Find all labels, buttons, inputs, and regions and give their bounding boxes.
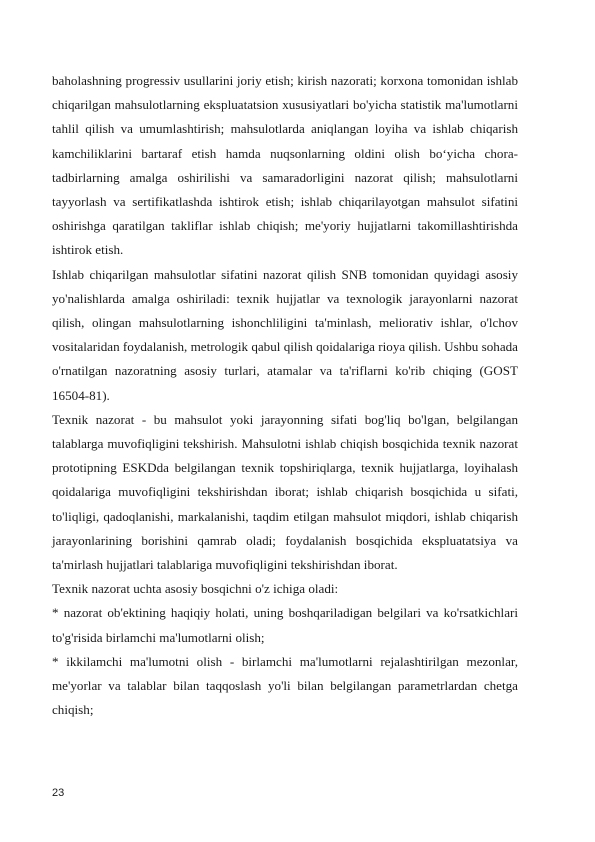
paragraph-quality-control-tasks: baholashning progressiv usullarini joriy etish; kirish nazorati; korxona tomonidan ishlab chiqarilgan mahsulotlarning ekspluatatsion xususiyatlari bo'yicha statistik ma'lumotlarni tahlil qilish va umumlashtirish; mahsulotlarda aniqlangan loyiha va ishlab chiqarish kamchiliklarini bartaraf etish hamda nuqsonlarning oldini olish bo‘yicha chora-tadbirlarning amalga oshirilishi va samaradorligini nazorat qilish; mahsulotlarni tayyorlash va sertifikatlashda ishtirok etish; ishlab chiqarilayotgan mahsulot sifatini oshirishga qaratilgan takliflar ishlab chiqish; me'yoriy hujjatlarni takomillashtirishda ishtirok etish. (52, 73, 518, 258)
paragraph-technical-control-definition: Texnik nazorat - bu mahsulot yoki jarayonning sifati bog'liq bo'lgan, belgilangan talablarga muvofiqligini tekshirish. Mahsulotni ishlab chiqish bosqichida texnik nazorat prototipning ESKDda belgilangan texnik topshiriqlarga, texnik hujjatlarga, loyihalash qoidalariga muvofiqligini tekshirishdan iborat; ishlab chiqarish bosqichida u sifati, to'liqligi, qadoqlanishi, markalanishi, taqdim etilgan mahsulot miqdori, ishlab chiqarish jarayonlarining borishini qamrab oladi; foydalanish bosqichida ekspluatatsiya va ta'mirlash hujjatlari talablariga muvofiqligini tekshirishdan iborat. (52, 411, 518, 573)
page-number: 23 (52, 787, 65, 799)
paragraph-snb-directions: Ishlab chiqarilgan mahsulotlar sifatini nazorat qilish SNB tomonidan quyidagi asosiy yo'nalishlarda amalga oshiriladi: texnik hujjatlar va texnologik jarayonlarni nazorat qilish, olingan mahsulotlarning ishonchliligini ta'minlash, meliorativ ishlar, o'lchov vositalaridan foydalanish, metrologik qabul qilish qoidalariga rioya qilish. Ushbu sohada o'rnatilgan nazoratning asosiy turlari, atamalar va ta'riflarni ko'rib chiqing (GOST 16504-81). (52, 266, 518, 403)
paragraph-stages-intro: Texnik nazorat uchta asosiy bosqichni o'z ichiga oladi: (52, 581, 339, 597)
paragraph-stage-primary: * nazorat ob'ektining haqiqiy holati, uning boshqariladigan belgilari va ko'rsatkichlari to'g'risida birlamchi ma'lumotlarni olish; (52, 605, 518, 645)
paragraph-stage-secondary: * ikkilamchi ma'lumotni olish - birlamchi ma'lumotlarni rejalashtirilgan mezonlar, me'yorlar va talablar bilan taqqoslash yo'li bilan belgilangan parametrlardan chetga chiqish; (52, 653, 518, 718)
document-body (52, 69, 518, 722)
